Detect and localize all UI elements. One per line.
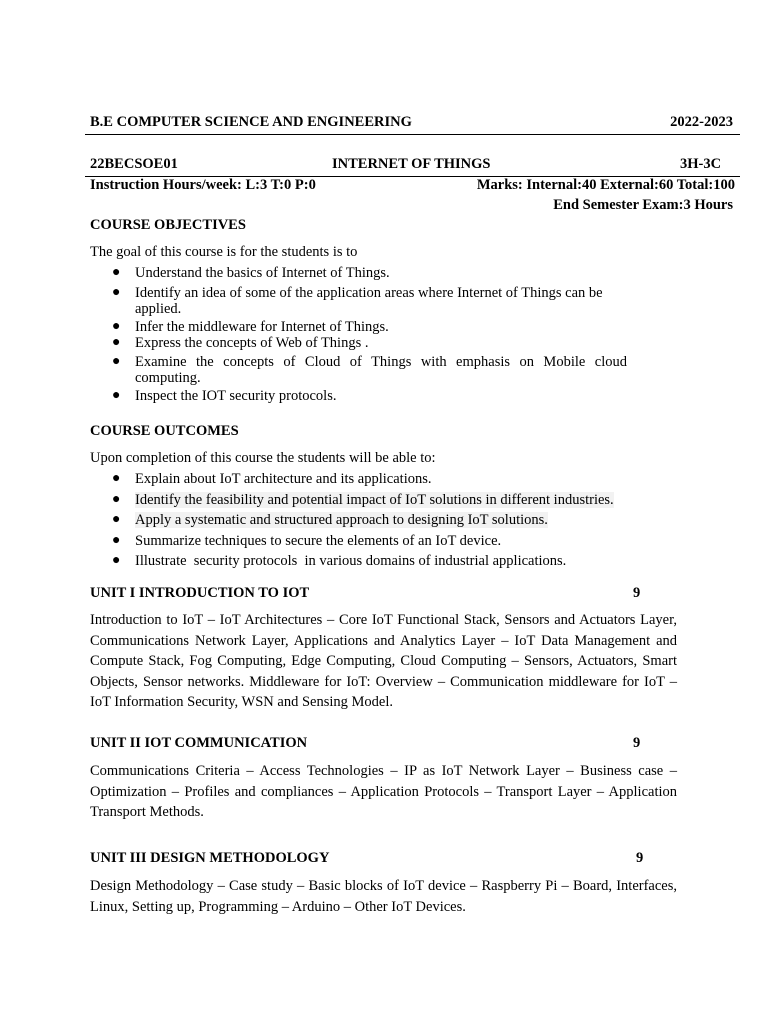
bullet-icon: ● [112, 471, 121, 486]
outcomes-intro: Upon completion of this course the students will be able to: [90, 450, 436, 466]
list-item: ● Identify an idea of some of the application areas where Internet of Things can be applied. [112, 284, 603, 317]
unit-2-body: Communications Criteria – Access Technologies – IP as IoT Network Layer – Business case – Optimization – Profiles and compliances – Application Protocols – Transport Layer – Application Transport Methods. [90, 763, 677, 820]
outcomes-list [90, 471, 690, 570]
list-item: ● Understand the basics of Internet of Things. [112, 265, 390, 281]
bullet-icon: ● [112, 265, 121, 280]
bullet-icon: ● [112, 318, 121, 334]
program-title: B.E COMPUTER SCIENCE AND ENGINEERING [90, 114, 412, 130]
bullet-icon: ● [112, 353, 121, 369]
unit-3-hours: 9 [636, 850, 644, 866]
objectives-list [90, 265, 627, 404]
unit-2-title: UNIT II IOT COMMUNICATION [90, 735, 308, 751]
objectives-heading: COURSE OBJECTIVES [90, 217, 246, 233]
instruction-hours: Instruction Hours/week: L:3 T:0 P:0 [90, 177, 316, 193]
list-item: ● Summarize techniques to secure the elements of an IoT device. [112, 532, 502, 549]
bullet-icon: ● [112, 335, 121, 350]
list-item: ● Apply a systematic and structured approach to designing IoT solutions. [112, 512, 548, 528]
list-item: ● Identify the feasibility and potential impact of IoT solutions in different industries. [112, 491, 614, 508]
unit-1-hours: 9 [633, 585, 641, 601]
list-item: ● Explain about IoT architecture and its applications. [112, 471, 432, 487]
list-item: ● Infer the middleware for Internet of Things. [112, 318, 389, 335]
bullet-icon: ● [112, 387, 121, 403]
course-credits: 3H-3C [680, 156, 722, 172]
unit-3-body: Design Methodology – Case study – Basic blocks of IoT device – Raspberry Pi – Board, Interfaces, Linux, Setting up, Programming – Arduino – Other IoT Devices. [90, 878, 677, 915]
header-divider [85, 134, 740, 135]
bullet-icon: ● [112, 284, 121, 300]
list-item: ● Inspect the IOT security protocols. [112, 387, 337, 404]
marks-info: Marks: Internal:40 External:60 Total:100 [476, 177, 735, 193]
bullet-icon: ● [112, 512, 121, 527]
objectives-intro: The goal of this course is for the students is to [90, 244, 358, 260]
list-item: ● Illustrate security protocols in various domains of industrial applications. [112, 553, 567, 569]
unit-2-hours: 9 [633, 735, 641, 751]
course-code: 22BECSOE01 [90, 156, 178, 172]
bullet-icon: ● [112, 532, 121, 548]
bullet-icon: ● [112, 491, 121, 507]
outcomes-heading: COURSE OUTCOMES [90, 423, 239, 439]
list-item: ● Examine the concepts of Cloud of Things with emphasis on Mobile cloud computing. [112, 353, 627, 386]
list-item: ● Express the concepts of Web of Things . [112, 335, 369, 351]
unit-1-body: Introduction to IoT – IoT Architectures – Core IoT Functional Stack, Sensors and Actuators Layer, Communications Network Layer, Applications and Analytics Layer – IoT Data Management and Compute Stack, Fog Computing, Edge Computing, Cloud Computing – Sensors, Actuators, Smart Objects, Sensor networks. Middleware for IoT: Overview – Communication middleware for IoT –IoT Information Security, WSN and Sensing Model. [90, 612, 677, 710]
unit-1-title: UNIT I INTRODUCTION TO IOT [90, 585, 310, 601]
course-title: INTERNET OF THINGS [332, 156, 491, 172]
exam-duration: End Semester Exam:3 Hours [553, 197, 733, 213]
bullet-icon: ● [112, 553, 121, 568]
academic-year: 2022-2023 [670, 114, 733, 130]
unit-3-title: UNIT III DESIGN METHODOLOGY [90, 850, 330, 866]
